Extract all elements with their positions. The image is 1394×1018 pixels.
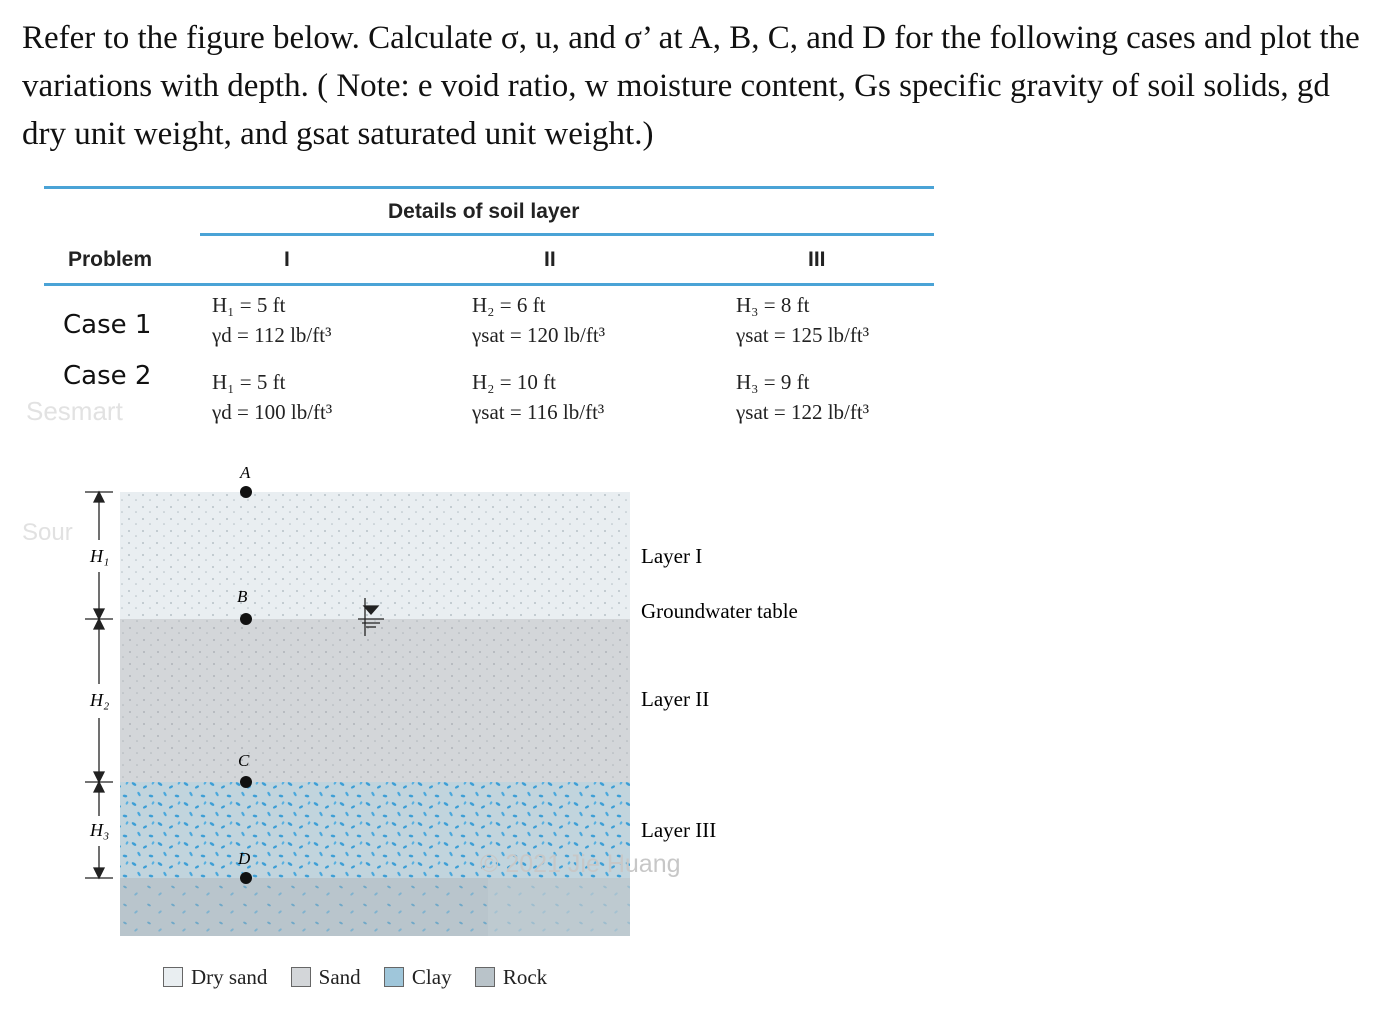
case-1-layer-2-unit-weight: γsat = 120 lb/ft³ [472,323,605,347]
point-c-label: C [238,751,250,770]
point-d-dot [240,872,252,884]
problem-statement: Refer to the figure below. Calculate σ, u, and σ’ at A, B, C, and D for the following cases and plot the variations with depth. ( Note: e void ratio, w moisture content, Gs specific gravity of soil solids, gd dry unit weight, and gsat saturated unit weight.) [22,20,1360,152]
soil-profile-diagram [0,450,1394,1018]
legend-sand-swatch [291,967,311,987]
h1-label: H₁ [90,546,110,566]
case-1-layer-3-height: H₃ = 8 ft [736,293,810,317]
point-b-label: B [237,587,248,606]
watermark-right: © 2021 Jie Huang [480,850,681,878]
layer-header-1: I [284,248,290,271]
layer-2-label: Layer II [641,687,710,711]
case-1-layer-1-unit-weight: γd = 112 lb/ft³ [212,323,332,347]
case-2-layer-2-unit-weight: γsat = 116 lb/ft³ [472,400,605,424]
case-1-layer-1-height: H₁ = 5 ft [212,293,286,317]
point-c-dot [240,776,252,788]
case-1-layer-1 [212,290,331,350]
case-2-layer-1-height: H₁ = 5 ft [212,370,286,394]
case-2-layer-1-unit-weight: γd = 100 lb/ft³ [212,400,333,424]
legend [163,965,547,990]
table-mid-rule [200,233,934,236]
watermark-left: Sour [22,519,73,546]
case-1-layer-2-height: H₂ = 6 ft [472,293,546,317]
legend-clay: Clay [384,965,452,989]
case-1-layer-3 [736,290,869,350]
legend-clay-swatch [384,967,404,987]
case-1-label: Case 1 [63,310,152,340]
table-title: Details of soil layer [388,200,580,223]
legend-rock: Rock [475,965,547,989]
problem-header: Problem [68,248,153,271]
legend-dry-sand-swatch [163,967,183,987]
table-header-rule [44,283,934,286]
case-2-layer-3-unit-weight: γsat = 122 lb/ft³ [736,400,869,424]
case-2-layer-3 [736,367,869,427]
legend-sand: Sand [291,965,361,989]
point-b-dot [240,613,252,625]
table-top-rule [44,186,934,189]
layer-1-label: Layer I [641,544,703,568]
legend-dry-sand: Dry sand [163,965,267,989]
layer-3-label: Layer III [641,818,717,842]
point-d-label: D [238,849,251,868]
legend-rock-swatch [475,967,495,987]
watermark-text: Sesmart [26,396,123,426]
layer-header-2: II [544,248,556,271]
rock-shade [488,878,630,936]
h3-label: H₃ [90,820,110,840]
layer-dry-sand [120,492,630,619]
case-1-layer-3-unit-weight: γsat = 125 lb/ft³ [736,323,869,347]
point-a-label: A [240,463,251,482]
case-1-layer-2 [472,290,605,350]
point-a-dot [240,486,252,498]
layer-header-3: III [808,248,826,271]
case-2-layer-2 [472,367,604,427]
case-2-label: Case 2 [63,361,152,391]
h2-label: H₂ [90,690,110,710]
case-2-layer-1 [212,367,332,427]
groundwater-table-label: Groundwater table [641,599,798,623]
case-2-layer-2-height: H₂ = 10 ft [472,370,556,394]
layer-sand [120,619,630,782]
case-2-layer-3-height: H₃ = 9 ft [736,370,810,394]
